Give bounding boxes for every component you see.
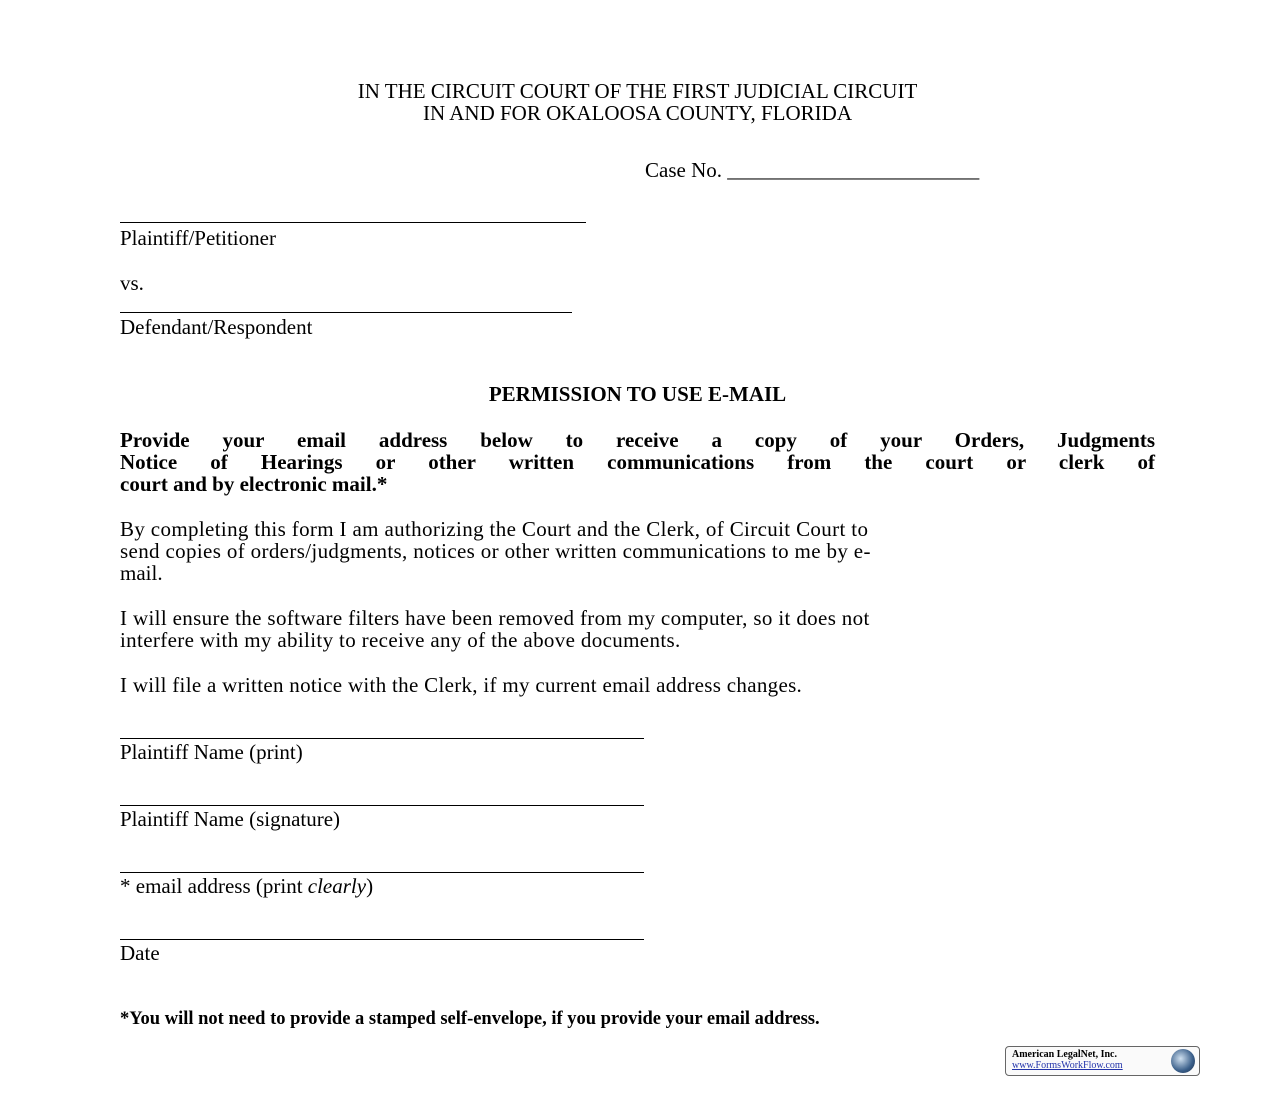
print-name-line bbox=[120, 738, 644, 739]
intro-line: Provide your email address below to receive a copy of your Orders, Judgments bbox=[120, 428, 1155, 452]
case-number: Case No. ________________________ bbox=[645, 158, 980, 182]
logo-url-link[interactable]: www.FormsWorkFlow.com bbox=[1012, 1060, 1123, 1071]
para1-line: send copies of orders/judgments, notices or other written communications to me by e- bbox=[120, 539, 871, 563]
plaintiff-line bbox=[120, 222, 586, 223]
signature-line bbox=[120, 805, 644, 806]
globe-icon bbox=[1171, 1049, 1195, 1073]
logo-name: American LegalNet, Inc. bbox=[1012, 1049, 1117, 1060]
para3: I will file a written notice with the Clerk, if my current email address changes. bbox=[120, 673, 803, 697]
intro-line: Notice of Hearings or other written communications from the court or clerk of bbox=[120, 450, 1155, 474]
defendant-label: Defendant/Respondent bbox=[120, 315, 313, 339]
signature-label: Plaintiff Name (signature) bbox=[120, 807, 341, 831]
intro-line: court and by electronic mail.* bbox=[120, 472, 388, 496]
email-line bbox=[120, 872, 644, 873]
email-label-prefix: * email address (print bbox=[120, 874, 308, 898]
footnote: *You will not need to provide a stamped self-envelope, if you provide your email address. bbox=[120, 1009, 820, 1029]
para2-line: I will ensure the software filters have been removed from my computer, so it does not bbox=[120, 606, 870, 630]
defendant-line bbox=[120, 312, 572, 313]
email-label-suffix: ) bbox=[366, 874, 374, 898]
vs-label: vs. bbox=[120, 271, 144, 295]
court-header-line2: IN AND FOR OKALOOSA COUNTY, FLORIDA bbox=[423, 101, 852, 125]
email-label bbox=[120, 874, 373, 898]
print-name-label: Plaintiff Name (print) bbox=[120, 740, 303, 764]
plaintiff-label: Plaintiff/Petitioner bbox=[120, 226, 276, 250]
para1-line: By completing this form I am authorizing the Court and the Clerk, of Circuit Court to bbox=[120, 517, 869, 541]
american-legalnet-logo[interactable] bbox=[1005, 1046, 1200, 1076]
date-label: Date bbox=[120, 941, 160, 965]
court-header-line1: IN THE CIRCUIT COURT OF THE FIRST JUDICIAL CIRCUIT bbox=[357, 79, 918, 103]
para1-line: mail. bbox=[120, 561, 163, 585]
document-title: PERMISSION TO USE E-MAIL bbox=[488, 382, 787, 406]
email-label-italic: clearly bbox=[307, 874, 367, 898]
date-line bbox=[120, 939, 644, 940]
para2-line: interfere with my ability to receive any of the above documents. bbox=[120, 628, 681, 652]
